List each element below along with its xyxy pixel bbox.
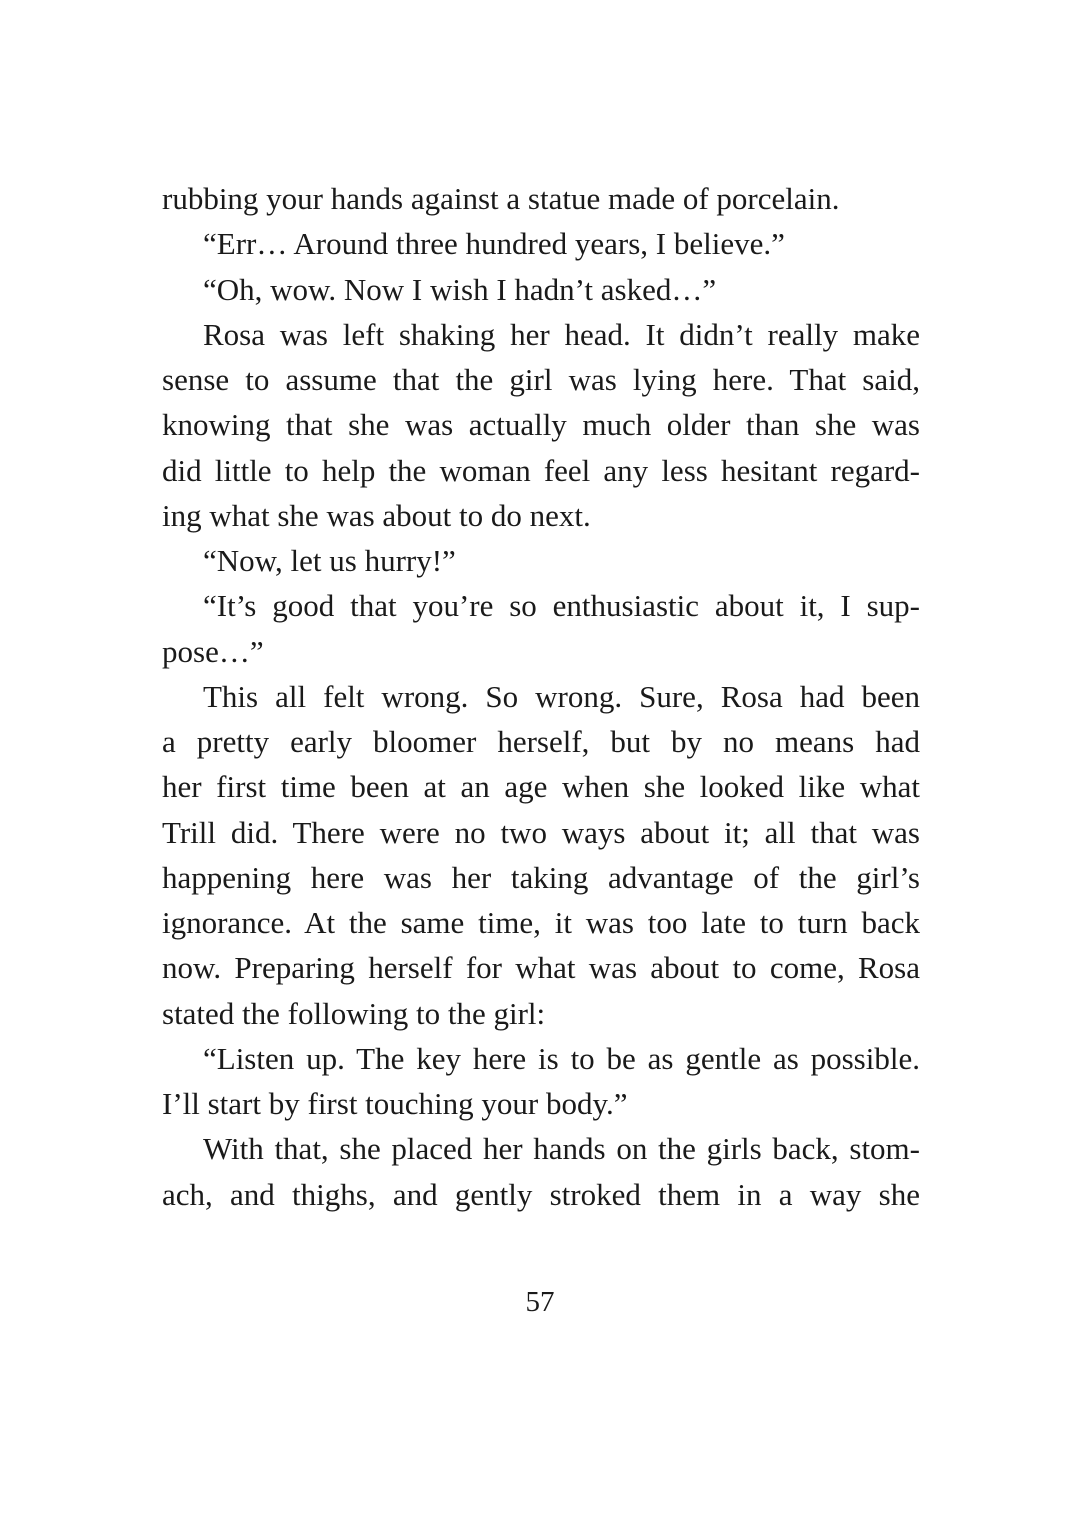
text-line: ing what she was about to do next. <box>162 497 591 533</box>
body-text <box>162 176 920 1217</box>
text-line: stated the following to the girl: <box>162 995 546 1031</box>
text-line: Rosa was left shaking her head. It didn’t really make <box>203 316 920 352</box>
text-line: rubbing your hands against a statue made of porcelain. <box>162 181 840 216</box>
text-line: Trill did. There were no two ways about it; all that was <box>162 814 920 850</box>
text-line: “It’s good that you’re so enthusiastic about it, I sup- <box>203 588 920 624</box>
text-line: “Now, let us hurry!” <box>203 543 456 578</box>
text-line: With that, she placed her hands on the girls back, stom- <box>203 1131 920 1167</box>
text-line: sense to assume that the girl was lying here. That said, <box>162 362 920 397</box>
text-line: her first time been at an age when she looked like what <box>162 769 920 805</box>
text-line: “Err… Around three hundred years, I believe.” <box>203 226 785 262</box>
text-line: This all felt wrong. So wrong. Sure, Rosa had been <box>203 678 920 714</box>
text-line: knowing that she was actually much older than she was <box>162 407 920 443</box>
text-line: ach, and thighs, and gently stroked them in a way she <box>162 1176 920 1212</box>
text-line: did little to help the woman feel any less hesitant regard- <box>162 452 920 488</box>
text-line: I’ll start by first touching your body.” <box>162 1086 628 1121</box>
text-line: “Oh, wow. Now I wish I hadn’t asked…” <box>203 271 717 307</box>
text-line: ignorance. At the same time, it was too late to turn back <box>162 905 920 940</box>
text-line: happening here was her taking advantage of the girl’s <box>162 859 920 895</box>
page-number: 57 <box>525 1286 555 1318</box>
text-line: a pretty early bloomer herself, but by no means had <box>162 724 920 759</box>
text-line: pose…” <box>162 633 264 669</box>
text-line: now. Preparing herself for what was about to come, Rosa <box>162 950 920 986</box>
text-line: “Listen up. The key here is to be as gentle as possible. <box>203 1040 920 1076</box>
